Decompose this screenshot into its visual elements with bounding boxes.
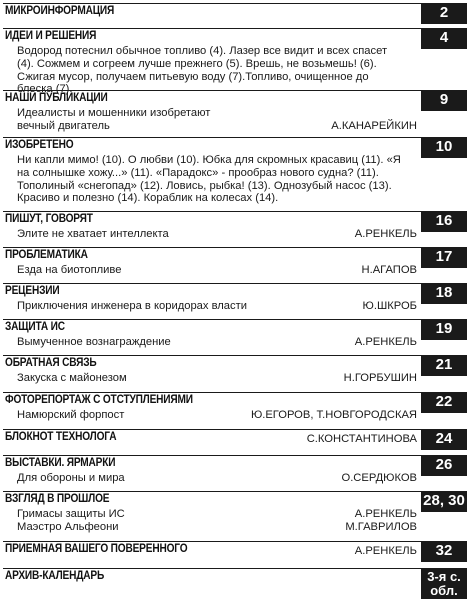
page-number[interactable]: 26 xyxy=(421,455,467,476)
article-entry[interactable] xyxy=(17,372,417,385)
article-entry[interactable] xyxy=(17,508,417,521)
section-heading: ИДЕИ И РЕШЕНИЯ xyxy=(5,30,97,42)
page-number[interactable]: 21 xyxy=(421,355,467,376)
section-rule xyxy=(3,392,423,393)
page-number[interactable]: 16 xyxy=(421,211,467,232)
section-heading: РЕЦЕНЗИИ xyxy=(5,285,60,297)
article-author: Ю.ЕГОРОВ, Т.НОВГОРОДСКАЯ xyxy=(250,409,417,421)
section-heading: МИКРОИНФОРМАЦИЯ xyxy=(5,5,115,17)
section-rule xyxy=(3,283,423,284)
article-author: А.РЕНКЕЛЬ xyxy=(354,508,417,520)
article-entry[interactable] xyxy=(17,409,417,422)
page-number[interactable]: 32 xyxy=(421,541,467,562)
page-number[interactable]: 22 xyxy=(421,392,467,413)
article-author: Ю.ШКРОБ xyxy=(362,300,417,312)
section-heading: НАШИ ПУБЛИКАЦИИ xyxy=(5,92,108,104)
section-heading: ПИШУТ, ГОВОРЯТ xyxy=(5,213,93,225)
page-number[interactable]: 10 xyxy=(421,137,467,158)
article-title: Закуска с майонезом xyxy=(17,372,127,384)
section-heading: ФОТОРЕПОРТАЖ С ОТСТУПЛЕНИЯМИ xyxy=(5,394,193,406)
section-rule xyxy=(3,247,423,248)
article-author: О.СЕРДЮКОВ xyxy=(341,472,417,484)
section-heading: ОБРАТНАЯ СВЯЗЬ xyxy=(5,357,97,369)
article-author: А.РЕНКЕЛЬ xyxy=(354,545,417,557)
section-heading: ВЫСТАВКИ. ЯРМАРКИ xyxy=(5,457,116,469)
section-rule xyxy=(3,211,423,212)
section-heading: ИЗОБРЕТЕНО xyxy=(5,139,74,151)
section-heading: ЗАЩИТА ИС xyxy=(5,321,65,333)
section-rule xyxy=(3,491,423,492)
section-heading: ПРИЕМНАЯ ВАШЕГО ПОВЕРЕННОГО xyxy=(5,543,188,555)
page-number[interactable]: 2 xyxy=(421,3,467,24)
article-entry[interactable] xyxy=(17,336,417,349)
section-rule xyxy=(3,90,423,91)
article-title: Гримасы защиты ИС xyxy=(17,508,125,520)
section-rule xyxy=(3,319,423,320)
article-entry[interactable] xyxy=(17,264,417,277)
page-number[interactable]: 19 xyxy=(421,319,467,340)
article-author: М.ГАВРИЛОВ xyxy=(345,521,417,533)
article-title: Маэстро Альфеони xyxy=(17,521,119,533)
article-title: Намюрский форпост xyxy=(17,409,125,421)
section-summary: Ни капли мимо! (10). О любви (10). Юбка для скромных красавиц (11). «Я на солнышке хожу...» (11). «Парадокс» - прообраз нового судна? (11). Тополиный «снегопад» (12). Ловись, рыбка! (13). Однозубый насос (13). Красиво и полезно (14). Кораблик на колесах (14). xyxy=(17,154,401,205)
section-rule xyxy=(3,455,423,456)
article-title: Для обороны и мира xyxy=(17,472,125,484)
section-heading: ПРОБЛЕМАТИКА xyxy=(5,249,88,261)
page-number[interactable]: 17 xyxy=(421,247,467,268)
article-author: А.РЕНКЕЛЬ xyxy=(354,228,417,240)
article-entry[interactable] xyxy=(17,228,417,241)
section-summary: Водород потеснил обычное топливо (4). Лазер все видит и всех спасет (4). Сожмем и согреем лучше прежнего (5). Врешь, не возьмешь! (6). Сжигая мусор, получаем питьевую воду (7).Топливо, очищенное до xyxy=(17,45,388,83)
article-title: Вымученное вознаграждение xyxy=(17,336,171,348)
section-rule xyxy=(3,28,423,29)
article-title: вечный двигатель xyxy=(17,120,110,132)
page-number[interactable]: 28, 30 xyxy=(421,491,467,512)
section-rule xyxy=(3,429,423,430)
article-title: Езда на биотопливе xyxy=(17,264,122,276)
section-rule xyxy=(3,137,423,138)
section-heading: АРХИВ-КАЛЕНДАРЬ xyxy=(5,570,105,582)
page-number[interactable]: 9 xyxy=(421,90,467,111)
article-author: С.КОНСТАНТИНОВА xyxy=(306,433,417,445)
article-title: Идеалисты и мошенники изобретают xyxy=(17,107,211,119)
section-rule xyxy=(3,3,423,4)
page-number[interactable]: 24 xyxy=(421,429,467,450)
article-author: Н.АГАПОВ xyxy=(361,264,417,276)
page-number[interactable]: 18 xyxy=(421,283,467,304)
section-rule xyxy=(3,568,423,569)
article-entry[interactable] xyxy=(17,107,417,120)
article-entry[interactable] xyxy=(17,300,417,313)
article-title: Приключения инженера в коридорах власти xyxy=(17,300,247,312)
section-rule xyxy=(3,541,423,542)
article-entry[interactable] xyxy=(17,120,417,133)
article-entry[interactable] xyxy=(17,521,417,534)
section-rule xyxy=(3,355,423,356)
article-author: А.РЕНКЕЛЬ xyxy=(354,336,417,348)
article-title: Элите не хватает интеллекта xyxy=(17,228,169,240)
article-author: Н.ГОРБУШИН xyxy=(343,372,417,384)
section-heading: ВЗГЛЯД В ПРОШЛОЕ xyxy=(5,493,110,505)
section-heading: БЛОКНОТ ТЕХНОЛОГА xyxy=(5,431,117,443)
article-author: А.КАНАРЕЙКИН xyxy=(331,120,417,132)
article-entry[interactable] xyxy=(17,472,417,485)
page-number[interactable]: 3-я с. обл. xyxy=(421,568,467,599)
page-number[interactable]: 4 xyxy=(421,28,467,49)
